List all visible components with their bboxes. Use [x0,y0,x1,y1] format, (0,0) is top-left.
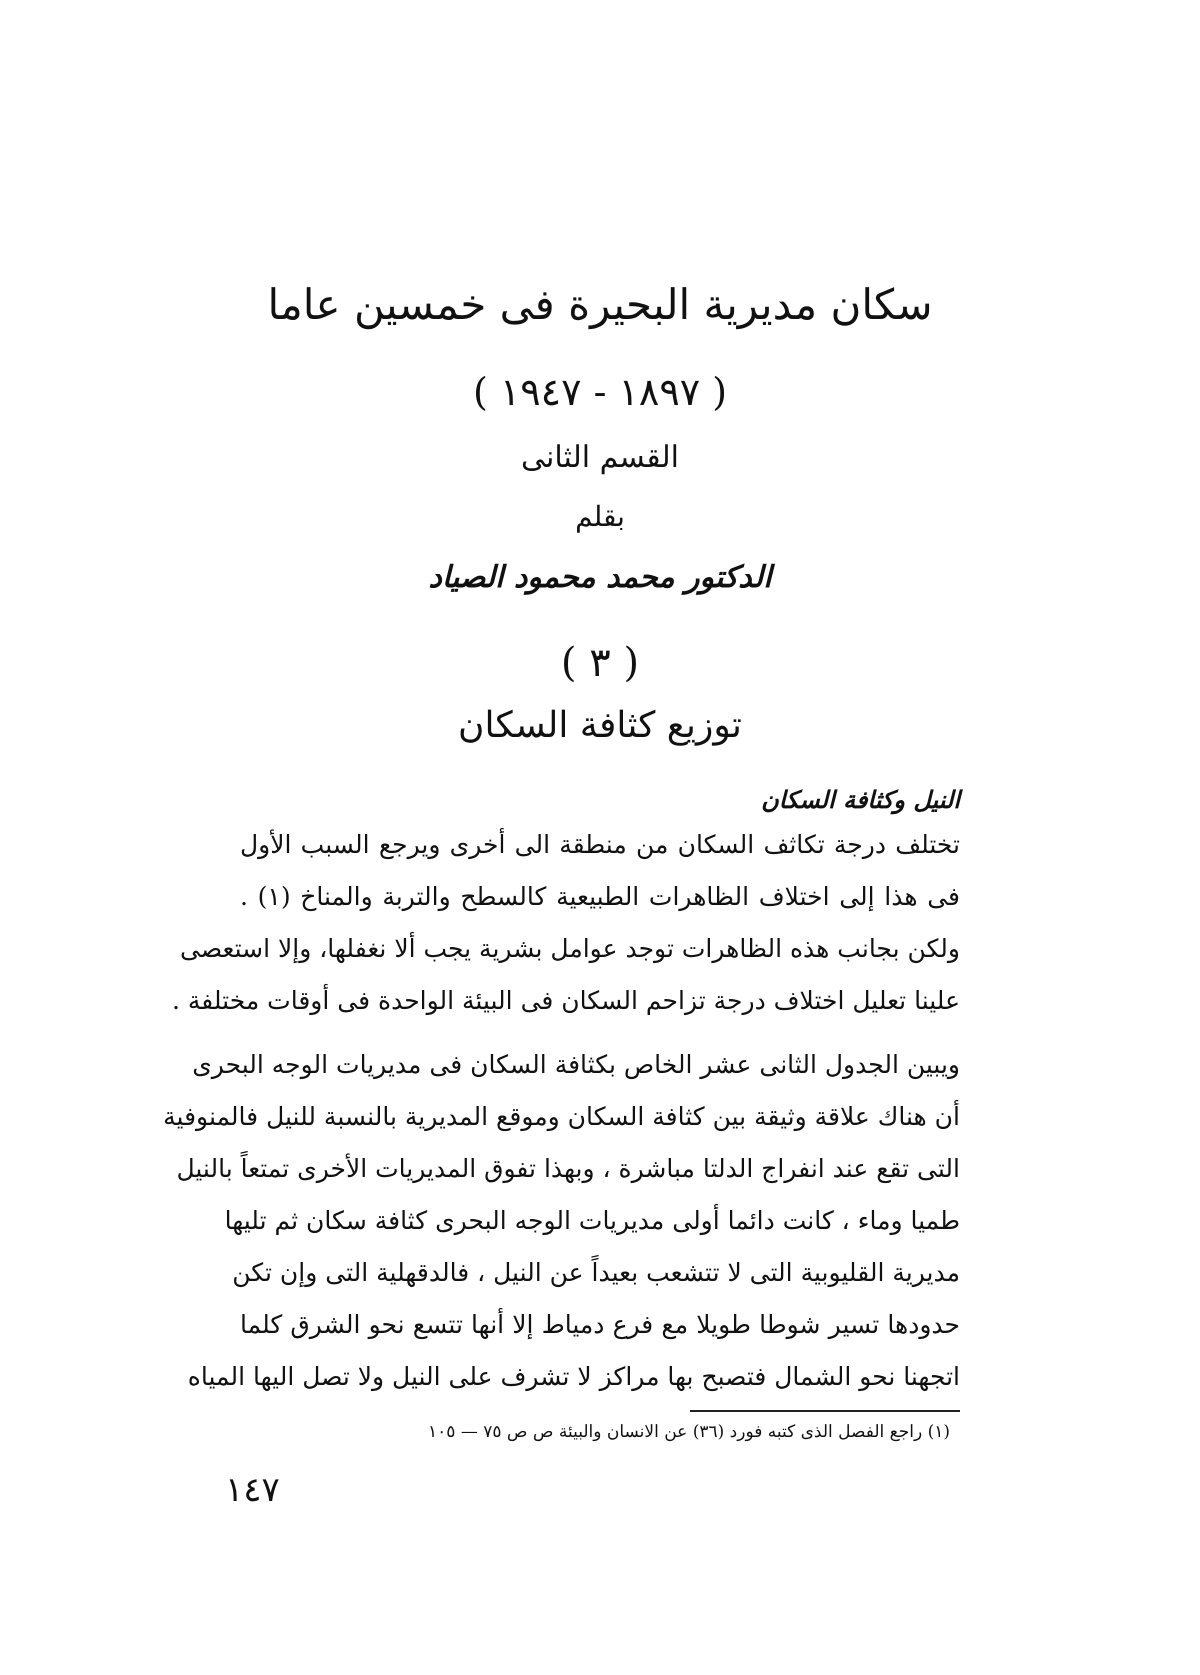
paragraph1-line: علينا تعليل اختلاف درجة تزاحم السكان فى البيئة الواحدة فى أوقات مختلفة . [171,986,960,1015]
paragraph1-line: فى هذا إلى اختلاف الظاهرات الطبيعية كالسطح والتربة والمناخ (١) . [240,882,960,911]
subheading: النيل وكثافة السكان [761,785,960,814]
article-years: ( ١٨٩٧ - ١٩٤٧ ) [472,370,728,414]
section-title: توزيع كثافة السكان [458,705,742,746]
paragraph2-line: مديرية القليوبية التى لا تتشعب بعيداً عن النيل ، فالدقهلية التى وإن تكن [232,1258,960,1287]
article-title: سكان مديرية البحيرة فى خمسين عاما [267,280,933,329]
article-part: القسم الثانى [521,440,679,475]
section-number: ( ٣ ) [560,640,640,686]
footnote: (١) راجع الفصل الذى كتبه فورد (٣٦) عن الانسان والبيئة ص ص ٧٥ — ١٠٥ [428,1422,950,1442]
paragraph2-line: حدودها تسير شوطا طويلا مع فرع دمياط إلا أنها تتسع نحو الشرق كلما [240,1310,960,1339]
paragraph1-line: تختلف درجة تكاثف السكان من منطقة الى أخرى ويرجع السبب الأول [240,830,960,859]
paragraph2-line: ويبين الجدول الثانى عشر الخاص بكثافة السكان فى مديريات الوجه البحرى [192,1050,960,1079]
footnote-divider [690,1410,960,1412]
paragraph2-line: التى تقع عند انفراج الدلتا مباشرة ، وبهذا تفوق المديريات الأخرى تمتعاً بالنيل [176,1154,960,1183]
paragraph2-line: طميا وماء ، كانت دائما أولى مديريات الوجه البحرى كثافة سكان ثم تليها [224,1206,960,1235]
page-number: ١٤٧ [225,1470,280,1510]
paragraph2-line: اتجهنا نحو الشمال فتصبح بها مراكز لا تشرف على النيل ولا تصل اليها المياه [187,1362,960,1391]
byline-label: بقلم [575,500,625,533]
paragraph2-line: أن هناك علاقة وثيقة بين كثافة السكان وموقع المديرية بالنسبة للنيل فالمنوفية [163,1102,960,1131]
author-name: الدكتور محمد محمود الصياد [428,560,772,595]
paragraph1-line: ولكن بجانب هذه الظاهرات توجد عوامل بشرية يجب ألا نغفلها، وإلا استعصى [180,934,960,963]
